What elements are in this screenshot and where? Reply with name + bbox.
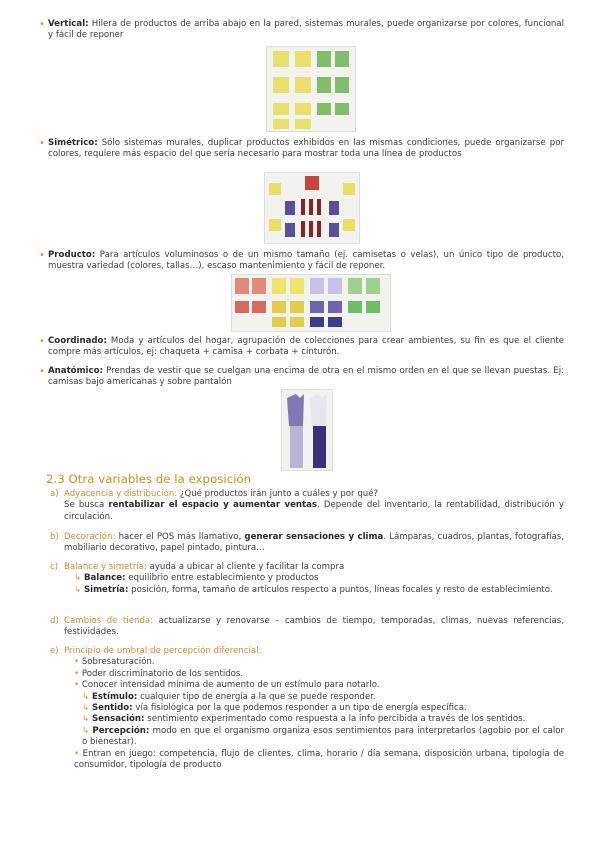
bullet-producto: [39, 250, 564, 273]
bullet-vertical: [39, 19, 564, 42]
arrow-icon: ↳: [74, 573, 82, 584]
bullet-dot: •: [74, 657, 80, 668]
sub-text: modo en que el organismo organiza esos sentimientos para interpretarlos (agobio por el calor o bienestar).: [82, 725, 565, 748]
item-text: ayuda a ubicar al cliente y facilitar la compra: [146, 562, 345, 572]
anatomic-display-image: [281, 389, 333, 471]
bullet-coordinado: [39, 336, 564, 359]
list-text: Poder discriminatorio de los sentidos.: [81, 668, 244, 679]
list-item: [64, 680, 564, 691]
item-d: [50, 616, 564, 639]
bullet-label: Producto:: [48, 250, 96, 260]
bullet-dot: •: [39, 138, 45, 149]
item-heading: Decoración:: [64, 532, 116, 542]
bullet-text: Prendas de vestir que se cuelgan una encima de otra en el mismo orden en el que se llevan puestas. Ej: camisas bajo americanas y sobre pantalón: [48, 366, 564, 388]
bullet-simetrico: [39, 138, 564, 161]
item-letter: d): [50, 616, 59, 626]
bullet-label: Coordinado:: [48, 336, 107, 346]
sub-text: cualquier tipo de energía a la que se puede responder.: [137, 691, 376, 702]
item-letter: b): [50, 532, 59, 542]
sub-label: Simetría:: [83, 584, 129, 595]
item-text: . Depende del inventario, la rentabilidad, distribución y circulación.: [64, 500, 565, 522]
arrow-icon: ↳: [82, 714, 90, 725]
list-text: Entran en juego: competencia, flujo de clientes, clima, horario / día semana, disposición urbana, tipología de consumidor, tipología de producto: [74, 748, 564, 771]
item-e: [50, 646, 565, 771]
sub-item-percepcion: [64, 726, 564, 749]
sub-label: Balance:: [83, 573, 126, 584]
section-title: 2.3 Otra variables de la exposición: [46, 472, 252, 486]
arrow-icon: ↳: [74, 584, 82, 595]
item-b: [50, 532, 564, 555]
item-heading: Cambios de tienda:: [64, 616, 154, 626]
symmetric-display-image: [264, 172, 360, 244]
list-text: Conocer intensidad mínima de aumento de un estímulo para notarlo.: [81, 680, 380, 691]
sub-text: equilibrio entre establecimiento y productos: [125, 573, 319, 584]
item-strong: generar sensaciones y clima: [244, 532, 384, 542]
sub-item-simetria: [64, 585, 564, 596]
item-letter: a): [50, 489, 59, 499]
item-text: . Lámparas, cuadros, plantas, fotografías, mobiliario decorativo, papel pintado, pintura…: [64, 532, 564, 554]
item-letter: e): [50, 646, 59, 656]
item-strong: rentabilizar el espacio y aumentar ventas: [108, 500, 318, 511]
vertical-display-image: [266, 46, 356, 132]
bullet-dot: •: [74, 668, 80, 679]
item-text: hacer el POS más llamativo,: [115, 532, 245, 542]
bullet-label: Vertical:: [48, 19, 89, 29]
sub-label: Sensación:: [91, 714, 145, 725]
item-text: Se busca: [64, 500, 109, 511]
bullet-dot: •: [39, 366, 45, 377]
bullet-label: Simétrico:: [48, 138, 98, 148]
sub-item-estimulo: [64, 692, 564, 703]
bullet-dot: •: [39, 336, 45, 347]
item-question: ¿Qué productos irán junto a cuáles y por qué?: [177, 489, 379, 499]
product-display-image: [231, 274, 391, 332]
sub-item-sensacion: [64, 714, 564, 725]
sub-text: vía fisiológica por la que podemos responder a un tipo de energía específica.: [132, 703, 467, 714]
sub-item-balance: [64, 573, 564, 584]
bullet-dot: •: [39, 250, 45, 261]
arrow-icon: ↳: [82, 703, 90, 714]
item-c: [50, 562, 564, 596]
item-heading: Balance y simetría:: [64, 562, 147, 572]
bullet-dot: •: [74, 748, 80, 759]
bullet-text: Hilera de productos de arriba abajo en la pared, sistemas murales, puede organizarse por colores, funcional y fácil de reponer: [48, 19, 564, 41]
sub-item-sentido: [64, 703, 564, 714]
sub-text: posición, forma, tamaño de artículos respecto a puntos, líneas focales y resto de establecimiento.: [128, 584, 553, 595]
sub-label: Percepción:: [92, 725, 150, 736]
sub-label: Sentido:: [91, 703, 133, 714]
item-heading: Adyacencia y distribución:: [64, 489, 178, 499]
list-item: [64, 657, 564, 668]
sub-label: Estímulo:: [91, 691, 138, 702]
bullet-dot: •: [74, 680, 80, 691]
bullet-text: Moda y artículos del hogar, agrupación de colecciones para crear ambientes, su fin es que el cliente compre más artículos, ej: chaqueta + camisa + corbata + cinturón.: [48, 336, 564, 358]
bullet-text: Para artículos voluminosos o de un mismo tamaño (ej. camisetas o velas), un único tipo de producto, muestra variedad (colores, tallas…), escaso mantenimiento y fácil de reponer.: [48, 250, 564, 272]
list-item: [64, 669, 564, 680]
list-text: Sobresaturación.: [81, 657, 155, 668]
bullet-text: Sólo sistemas murales, duplicar productos exhibidos en las mismas condiciones, puede organizarse por colores, requiere más espacio del que sería necesario para mostrar toda una línea de productos: [48, 138, 564, 160]
bullet-dot: •: [39, 19, 45, 30]
list-item: [64, 749, 564, 772]
arrow-icon: ↳: [82, 725, 90, 736]
sub-text: sentimiento experimentado como respuesta a la info percibida a través de los sentidos.: [144, 714, 526, 725]
bullet-label: Anatómico:: [48, 366, 103, 376]
arrow-icon: ↳: [82, 691, 90, 702]
item-text: actualizarse y renovarse – cambios de tiempo, temporadas, climas, nuevas referencias, festividades.: [64, 616, 564, 638]
item-letter: c): [50, 562, 59, 572]
item-heading: Principio de umbral de percepción diferencial:: [64, 646, 262, 656]
bullet-anatomico: [39, 366, 564, 389]
item-a: [50, 489, 565, 523]
